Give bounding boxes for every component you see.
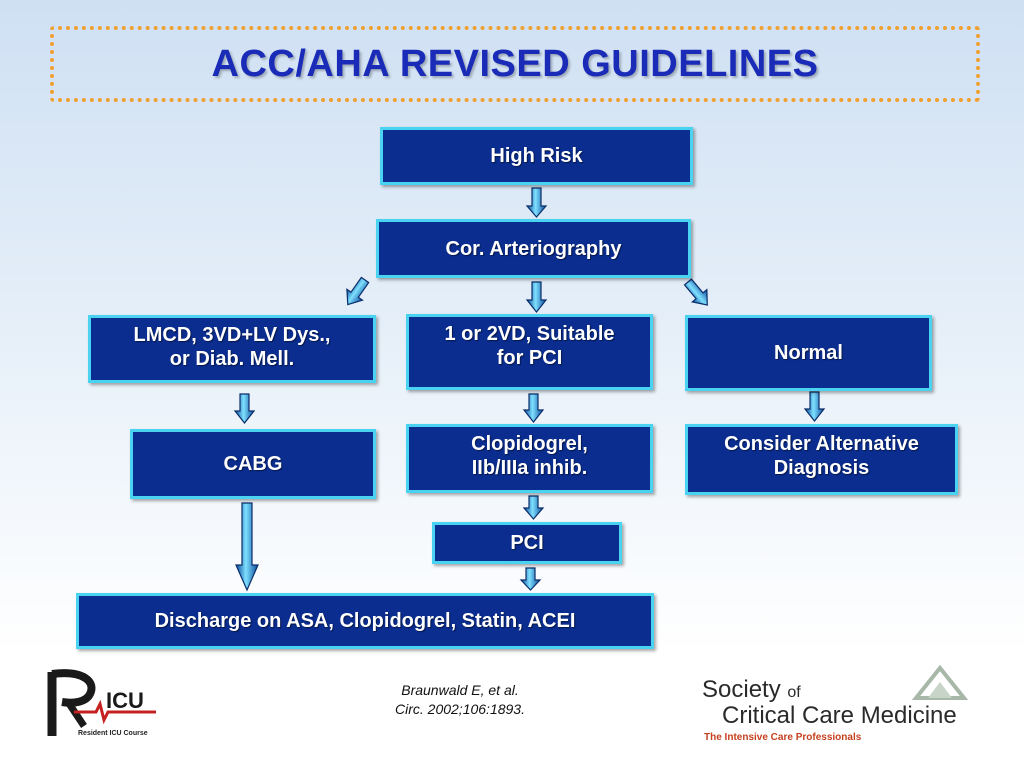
sccm-logo [694, 660, 974, 746]
node-cabg-label: CABG [223, 453, 283, 475]
arrow-cor-to-normal [681, 276, 715, 311]
sccm-of-word: of [787, 684, 801, 701]
node-lmcd-line2: or Diab. Mell. [169, 348, 295, 370]
arrow-cabg-to-discharge [236, 503, 258, 590]
node-cor-arteriography [376, 219, 691, 278]
node-discharge [76, 593, 654, 649]
sccm-name: Critical Care Medicine [722, 702, 957, 729]
node-consider-alternative [685, 424, 958, 495]
ricu-subtitle: Resident ICU Course [78, 730, 148, 737]
node-vd-line1: 1 or 2VD, Suitable [444, 323, 615, 345]
node-vd-line2: for PCI [496, 347, 563, 369]
node-pci-label: PCI [510, 532, 544, 554]
arrow-highrisk-to-cor [527, 188, 546, 217]
arrow-lmcd-to-cabg [235, 394, 254, 423]
node-clopidogrel [406, 424, 653, 493]
slide-title: ACC/AHA REVISED GUIDELINES [211, 42, 819, 85]
arrow-cor-to-vd [527, 282, 546, 312]
ricu-logo [44, 664, 174, 744]
node-pci [432, 522, 622, 564]
node-cor-label: Cor. Arteriography [445, 237, 622, 260]
node-high-risk [380, 127, 693, 185]
sccm-society [702, 676, 801, 704]
citation-line2: Circ. 2002;106:1893. [395, 701, 525, 717]
node-clop-line1: Clopidogrel, [471, 433, 588, 455]
node-lmcd-line1: LMCD, 3VD+LV Dys., [133, 324, 331, 346]
arrow-vd-to-clop [524, 394, 543, 422]
node-discharge-label: Discharge on ASA, Clopidogrel, Statin, ACEI [154, 610, 576, 632]
sccm-tagline: The Intensive Care Professionals [704, 732, 862, 743]
ricu-text: ICU [106, 688, 144, 713]
node-normal [685, 315, 932, 391]
node-1or2vd [406, 314, 653, 390]
node-lmcd [88, 315, 376, 383]
arrow-pci-to-discharge [521, 568, 540, 590]
node-high-risk-label: High Risk [490, 145, 583, 167]
node-alt-line1: Consider Alternative [724, 433, 919, 455]
node-clop-line2: IIb/IIIa inhib. [471, 457, 588, 479]
sccm-society-word: Society [702, 676, 781, 703]
citation-line1: Braunwald E, et al. [401, 682, 519, 698]
arrow-clop-to-pci [524, 496, 543, 519]
arrow-normal-to-alt [805, 392, 824, 421]
arrow-cor-to-lmcd [340, 275, 373, 310]
node-normal-label: Normal [774, 342, 843, 364]
sccm-mountain-icon [912, 664, 968, 700]
node-alt-line2: Diagnosis [773, 457, 870, 479]
citation [340, 681, 580, 719]
node-cabg [130, 429, 376, 499]
